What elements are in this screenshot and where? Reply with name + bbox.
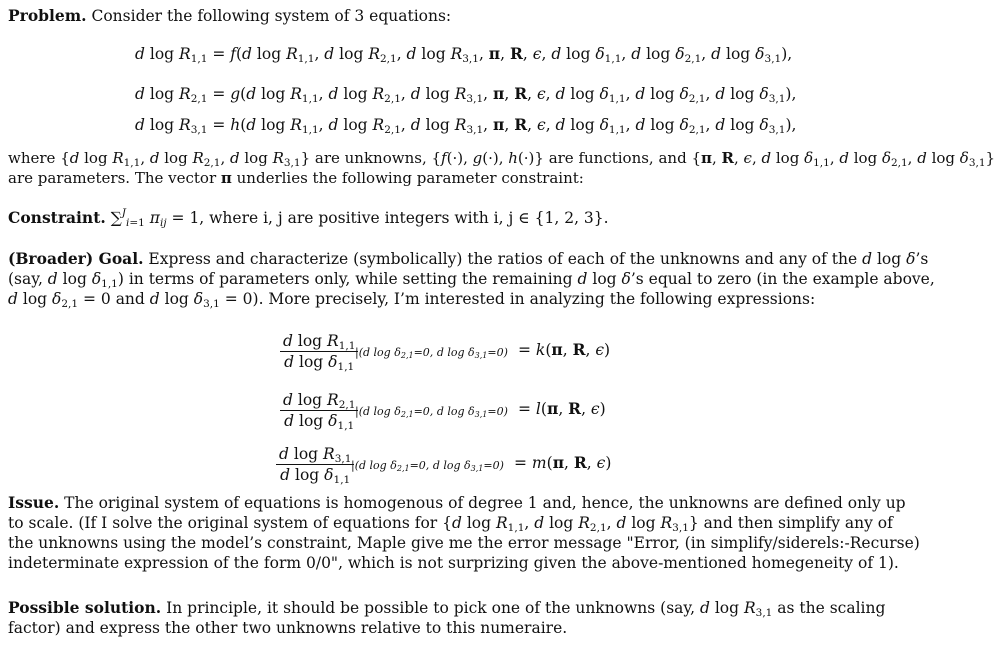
issue-line4: indeterminate expression of the form 0/0", which is not surprizing given the above-mentioned homegeneity of 1). bbox=[8, 554, 899, 572]
constraint-sum: ∑$^J_{i=1}$ $\pi_{ij}$ bbox=[110, 207, 167, 229]
ratio-1-rhs: = k(π, R, ϵ) bbox=[518, 340, 611, 359]
where-paragraph: where {d $\log R_{1,1}$, d $\log R_{2,1}$, d $\log R_{3,1}$} are unknowns, {f(·), g(·), h(·)} are functions, and {π, R, ϵ, d $\log \delta_{1,1}$, d $\log \delta_{2,1}$, d $\log \delta_{3,1}$} are parameters. The vector π underlies the following parameter constraint: bbox=[8, 149, 995, 187]
issue-heading: Issue. bbox=[8, 493, 60, 512]
problem-intro: Consider the following system of 3 equations: bbox=[91, 7, 452, 25]
ratio-3-condition: |(d $\log \delta_{2,1}=0$, d $\log \delta_{3,1}=0$) bbox=[351, 459, 504, 473]
ratio-2-rhs: = l(π, R, ϵ) bbox=[518, 399, 606, 418]
constraint-text: = 1, where i, j are positive integers with i, j ∈ {1, 2, 3}. bbox=[171, 209, 609, 227]
equation-1: d $\log R_{1,1} = f(d$ $\log R_{1,1}$, d $\log R_{2,1}$, d $\log R_{3,1}$, π, R, ϵ, d $\log \delta_{1,1}$, d $\log \delta_{2,1}$, d $\log \delta_{3,1}$), bbox=[135, 44, 793, 65]
goal-heading: (Broader) Goal. bbox=[8, 249, 144, 268]
constraint-paragraph bbox=[8, 208, 953, 228]
problem-paragraph bbox=[8, 6, 953, 26]
solution-line2: factor) and express the other two unknowns relative to this numeraire. bbox=[8, 619, 568, 637]
ratio-1-fraction: $\frac{d \log R_{1,1}}{d \log \delta_{1,1}}$ bbox=[280, 331, 358, 372]
ratio-3-rhs: = m(π, R, ϵ) bbox=[514, 453, 612, 472]
goal-paragraph: (Broader) Goal. Express and characterize (symbolically) the ratios of each of the unknowns and any of the d log δ’s (say, d $\log \delta_{1,1}$) in terms of parameters only, while setting the remaining d log δ’s equal to zero (in the example above, d $\log \delta_{2,1} = 0$ and d $\log \delta_{3,1} = 0$). More precisely, I’m interested in analyzing the following expressions: bbox=[8, 249, 935, 310]
constraint-heading: Constraint. bbox=[8, 208, 106, 227]
equation-1-fn: f bbox=[230, 45, 236, 63]
ratio-2-fraction: $\frac{d \log R_{2,1}}{d \log \delta_{1,1}}$ bbox=[280, 390, 358, 431]
ratio-1-condition: |(d $\log \delta_{2,1}=0$, d $\log \delta_{3,1}=0$) bbox=[355, 346, 508, 360]
equation-2-fn: g bbox=[230, 85, 241, 103]
equation-2: d $\log R_{2,1} = g(d$ $\log R_{1,1}$, d $\log R_{2,1}$, d $\log R_{3,1}$, π, R, ϵ, d $\log \delta_{1,1}$, d $\log \delta_{2,1}$, d $\log \delta_{3,1}$), bbox=[135, 84, 797, 105]
ratio-3-fraction: $\frac{d \log R_{3,1}}{d \log \delta_{1,1}}$ bbox=[276, 444, 354, 485]
equation-3: d $\log R_{3,1} = h(d$ $\log R_{1,1}$, d $\log R_{2,1}$, d $\log R_{3,1}$, π, R, ϵ, d $\log \delta_{1,1}$, d $\log \delta_{2,1}$, d $\log \delta_{3,1}$), bbox=[135, 115, 797, 136]
problem-heading: Problem. bbox=[8, 6, 87, 25]
solution-paragraph: Possible solution. In principle, it should be possible to pick one of the unknowns (say, d $\log R_{3,1}$ as the scaling factor) and express the other two unknowns relative to this numeraire. bbox=[8, 598, 953, 638]
issue-line3: the unknowns using the model’s constraint, Maple give me the error message "Error, (in simplify/siderels:-Recurse) bbox=[8, 534, 920, 552]
issue-paragraph: Issue. The original system of equations is homogenous of degree 1 and, hence, the unknowns are defined only up to scale. (If I solve the original system of equations for {d $\log R_{1,1}$, d $\log R_{2,1}$, d $\log R_{3,1}$} and then simplify any of the unknowns using the model’s constraint, Maple give me the error message "Error, (in simplify/siderels:-Recurse) indeterminate expression of the form 0/0", which is not surprizing given the above-mentioned homegeneity of 1). bbox=[8, 493, 953, 573]
solution-heading: Possible solution. bbox=[8, 598, 162, 617]
ratio-2-condition: |(d $\log \delta_{2,1}=0$, d $\log \delta_{3,1}=0$) bbox=[355, 405, 508, 419]
equation-3-fn: h bbox=[230, 116, 241, 134]
